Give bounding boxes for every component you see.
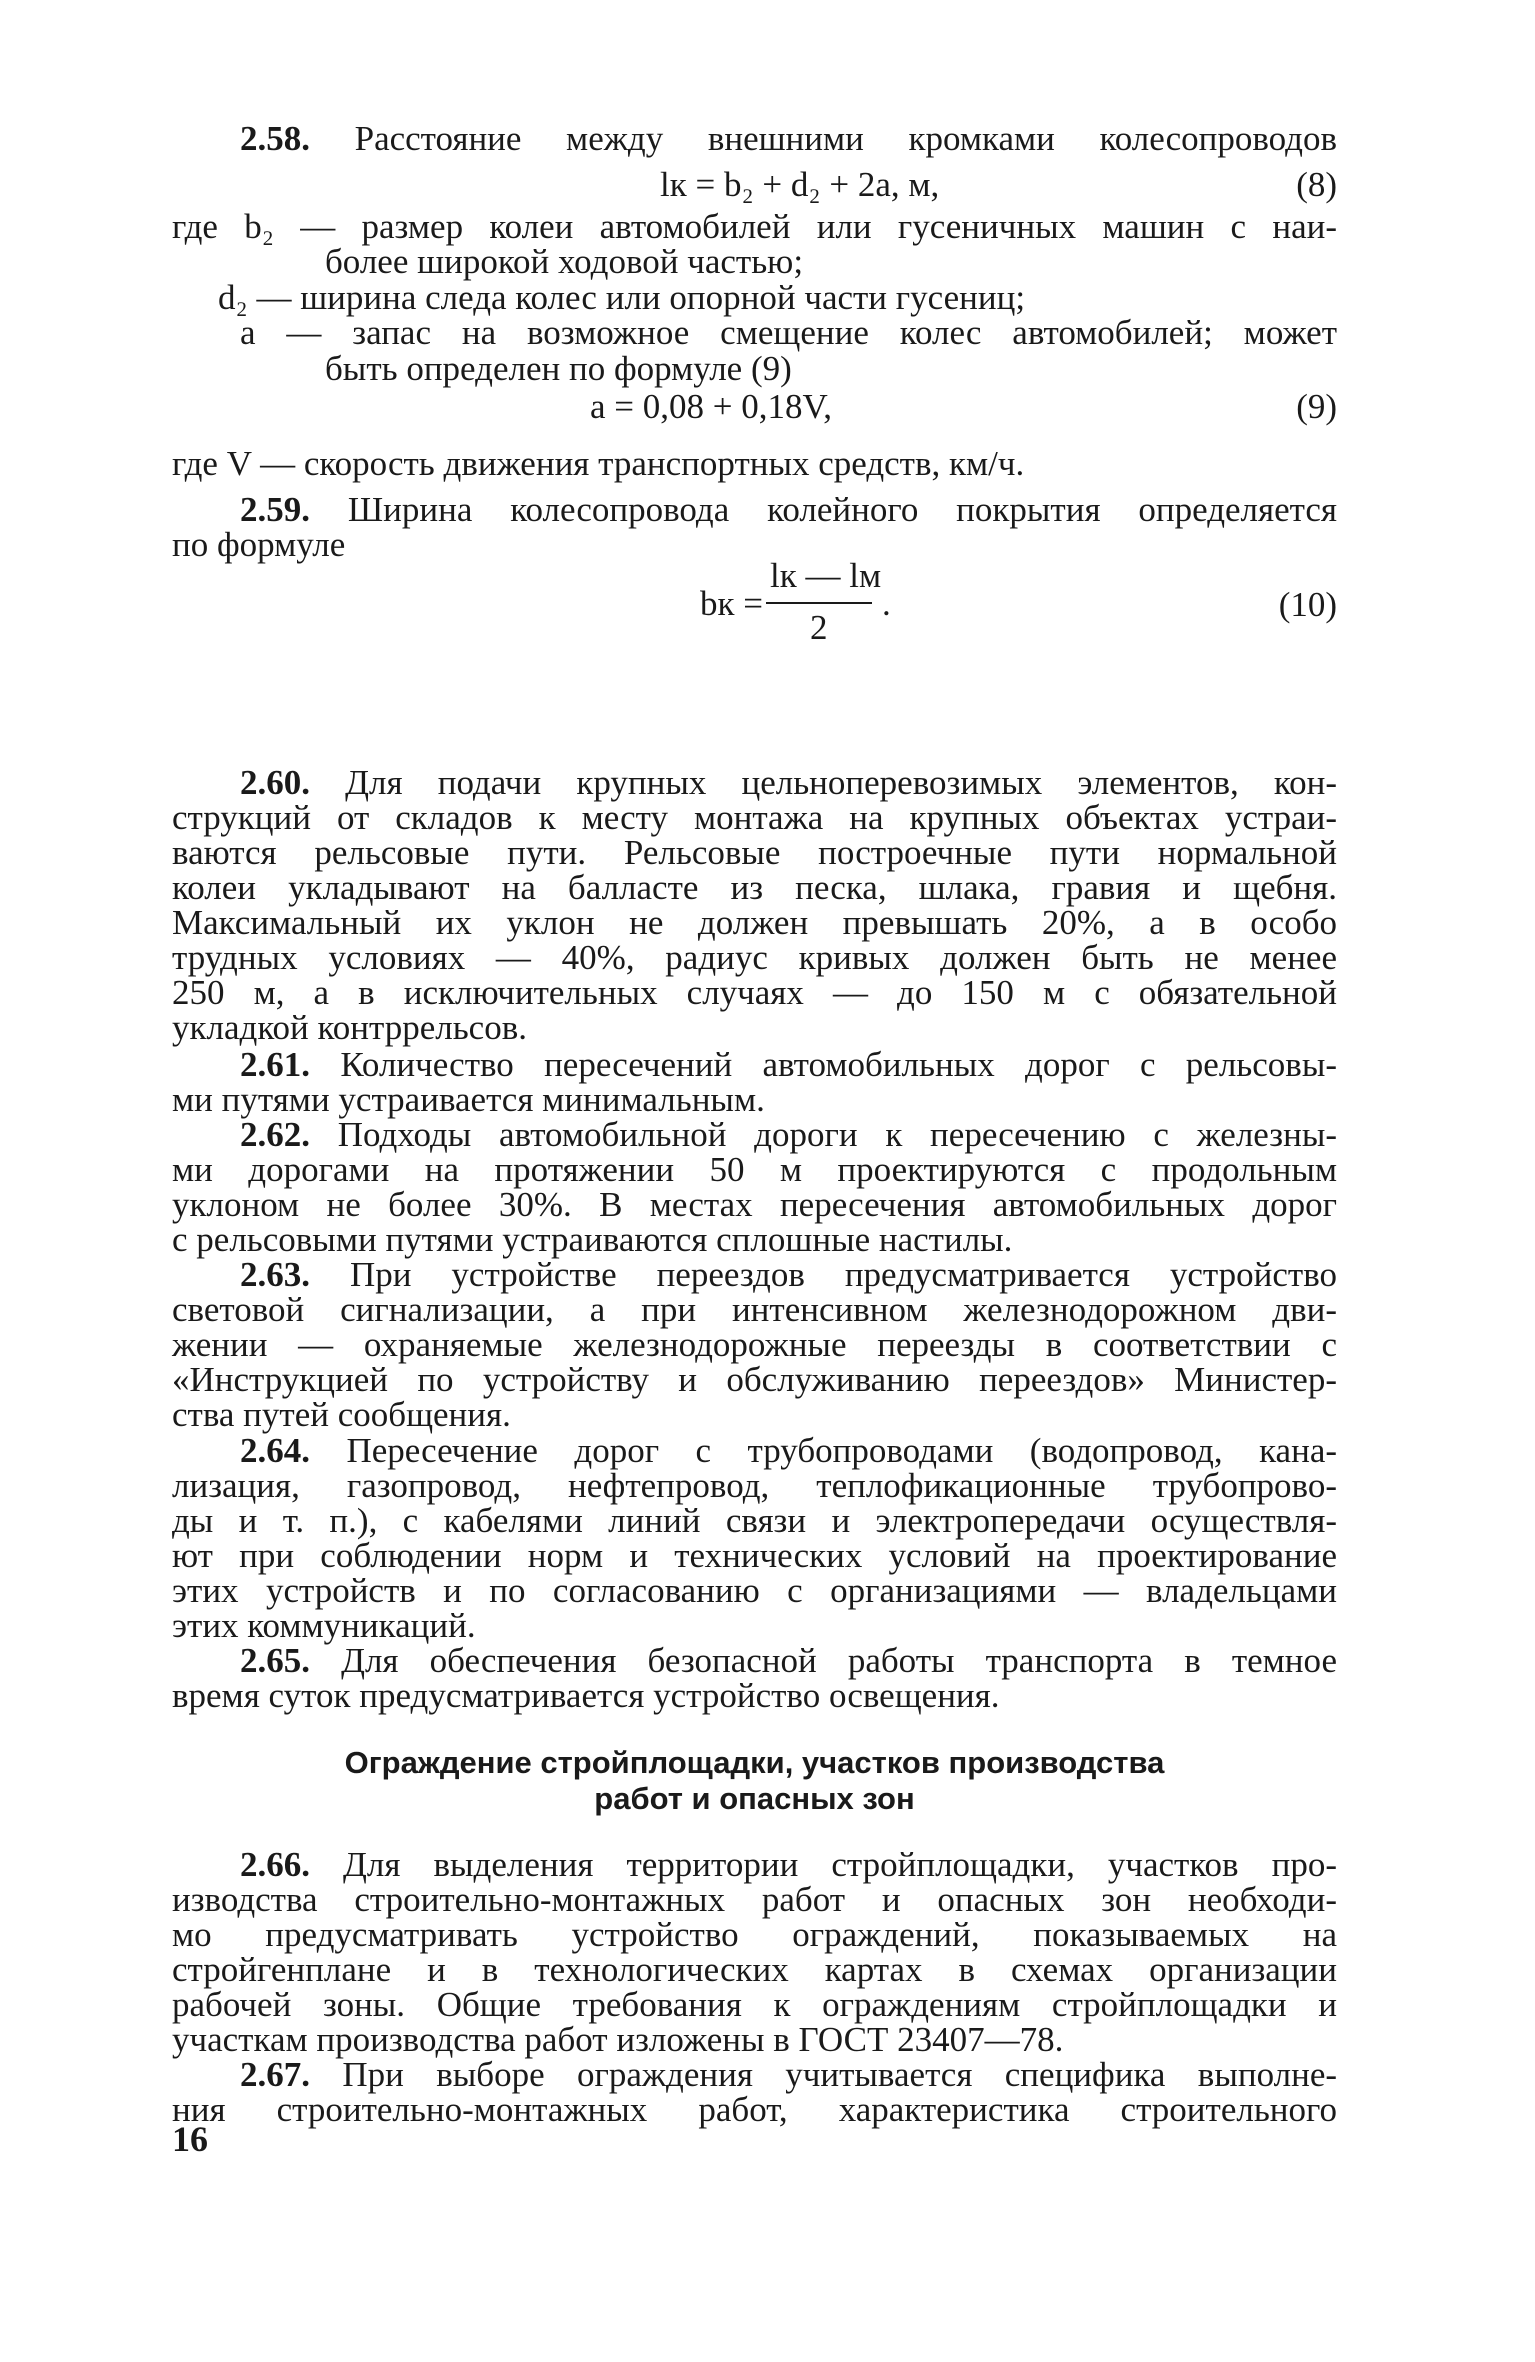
section-heading-line-2: работ и опасных зон: [594, 1781, 915, 1816]
page-number: 16: [172, 2119, 208, 2159]
formula-8-number: (8): [1296, 165, 1337, 204]
where-line-1: где b₂ — размер колеи автомобилей или гусеничных машин с наи-: [172, 207, 1337, 246]
where-line-3: d₂ — ширина следа колес или опорной части гусениц;: [218, 278, 1026, 317]
clause-number: 2.59.: [240, 490, 310, 529]
formula-8: lк = b₂ + d₂ + 2a, м,: [660, 165, 940, 204]
paragraph-2-64-line-3: ды и т. п.), с кабелями линий связи и электропередачи осуществля-: [172, 1501, 1337, 1540]
paragraph-2-64-line-6: этих коммуникаций.: [172, 1606, 476, 1645]
where-line-6: где V — скорость движения транспортных средств, км/ч.: [172, 444, 1025, 483]
clause-text: Для обеспечения безопасной работы транспорта в темное: [341, 1641, 1337, 1680]
formula-10-lhs: bк =: [700, 584, 763, 623]
clause-text: Количество пересечений автомобильных дорог с рельсовы-: [340, 1045, 1338, 1084]
paragraph-2-66-line-2: изводства строительно-монтажных работ и опасных зон необходи-: [172, 1880, 1337, 1919]
paragraph-2-66-line-5: рабочей зоны. Общие требования к ограждениям стройплощадки и: [172, 1985, 1337, 2024]
paragraph-2-63-line-5: ства путей сообщения.: [172, 1395, 511, 1434]
clause-number: 2.64.: [240, 1431, 310, 1470]
paragraph-2-64-line-2: лизация, газопровод, нефтепровод, теплофикационные трубопрово-: [172, 1466, 1337, 1505]
formula-10-numerator: lк — lм: [770, 556, 882, 595]
where-line-4: a — запас на возможное смещение колес автомобилей; может: [240, 313, 1337, 352]
clause-text: Пересечение дорог с трубопроводами (водопровод, кана-: [346, 1431, 1338, 1470]
clause-number: 2.63.: [240, 1255, 310, 1294]
paragraph-2-60-line-8: укладкой контррельсов.: [172, 1008, 527, 1047]
clause-number: 2.65.: [240, 1641, 310, 1680]
clause-text: Для выделения территории стройплощадки, участков про-: [343, 1845, 1337, 1884]
clause-number: 2.62.: [240, 1115, 310, 1154]
paragraph-2-66-line-4: стройгенплане и в технологических картах в схемах организации: [172, 1950, 1337, 1989]
clause-number: 2.67.: [240, 2055, 310, 2094]
formula-10-period: .: [882, 584, 891, 623]
formula-10-denominator: 2: [810, 608, 828, 647]
formula-9: a = 0,08 + 0,18V,: [590, 387, 833, 426]
clause-text: При устройстве переездов предусматривается устройство: [349, 1255, 1338, 1294]
where-line-5: быть определен по формуле (9): [325, 349, 792, 388]
paragraph-2-60-line-3: ваются рельсовые пути. Рельсовые построечные пути нормальной: [172, 833, 1337, 872]
paragraph-2-67-line-2: ния строительно-монтажных работ, характеристика строительного: [172, 2090, 1337, 2129]
clause-number: 2.60.: [240, 763, 310, 802]
clause-text: При выборе ограждения учитывается специфика выполне-: [342, 2055, 1338, 2094]
paragraph-2-64-line-5: этих устройств и по согласованию с организациями — владельцами: [172, 1571, 1337, 1610]
section-heading-line-1: Ограждение стройплощадки, участков производства: [344, 1745, 1165, 1780]
paragraph-2-66-line-3: мо предусматривать устройство ограждений, показываемых на: [172, 1915, 1337, 1954]
paragraph-2-65-line-2: время суток предусматривается устройство освещения.: [172, 1676, 1000, 1715]
paragraph-2-60-line-5: Максимальный их уклон не должен превышать 20%, а в особо: [172, 903, 1337, 942]
formula-10-number: (10): [1278, 585, 1337, 624]
paragraph-2-61-line-2: ми путями устраивается минимальным.: [172, 1080, 765, 1119]
paragraph-2-60-line-7: 250 м, а в исключительных случаях — до 150 м с обязательной: [172, 973, 1337, 1012]
paragraph-2-63-line-2: световой сигнализации, а при интенсивном железнодорожном дви-: [172, 1290, 1337, 1329]
clause-text: Ширина колесопровода колейного покрытия определяется: [347, 490, 1338, 529]
clause-number: 2.58.: [240, 119, 310, 158]
paragraph-2-62-line-2: ми дорогами на протяжении 50 м проектируются с продольным: [172, 1150, 1337, 1189]
formula-10: [700, 556, 890, 656]
paragraph-2-59-line-2: по формуле: [172, 525, 346, 564]
clause-text: Подходы автомобильной дороги к пересечению с железны-: [337, 1115, 1338, 1154]
paragraph-2-63-line-4: «Инструкцией по устройству и обслуживанию переездов» Министер-: [172, 1360, 1337, 1399]
paragraph-2-60-line-2: струкций от складов к месту монтажа на крупных объектах устраи-: [172, 798, 1337, 837]
fraction-bar: [766, 602, 872, 604]
paragraph-2-60-line-6: трудных условиях — 40%, радиус кривых должен быть не менее: [172, 938, 1337, 977]
paragraph-2-63-line-3: жении — охраняемые железнодорожные переезды в соответствии с: [172, 1325, 1337, 1364]
paragraph-2-64-line-4: ют при соблюдении норм и технических условий на проектирование: [172, 1536, 1337, 1575]
formula-9-number: (9): [1296, 387, 1337, 426]
paragraph-2-62-line-4: с рельсовыми путями устраиваются сплошные настилы.: [172, 1220, 1013, 1259]
paragraph-2-58-line-1: [240, 118, 1337, 160]
clause-number: 2.61.: [240, 1045, 310, 1084]
clause-number: 2.66.: [240, 1845, 310, 1884]
paragraph-2-62-line-3: уклоном не более 30%. В местах пересечения автомобильных дорог: [172, 1185, 1337, 1224]
paragraph-2-60-line-4: колеи укладывают на балласте из песка, шлака, гравия и щебня.: [172, 868, 1337, 907]
where-line-2: более широкой ходовой частью;: [325, 242, 804, 281]
paragraph-2-66-line-6: участкам производства работ изложены в ГОСТ 23407—78.: [172, 2020, 1064, 2059]
clause-text: Для подачи крупных цельноперевозимых элементов, кон-: [345, 763, 1338, 802]
clause-text: Расстояние между внешними кромками колесопроводов: [354, 119, 1337, 158]
